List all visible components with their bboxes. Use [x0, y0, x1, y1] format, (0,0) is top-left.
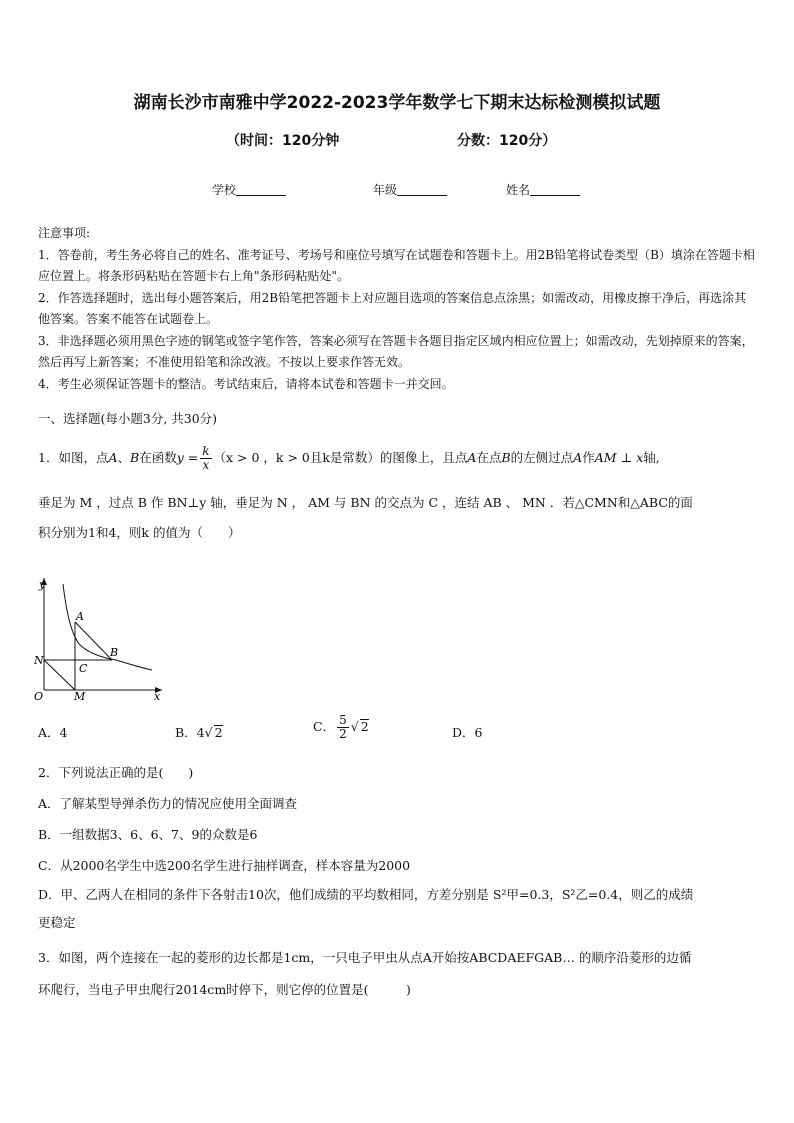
name-field[interactable] [506, 181, 580, 198]
exam-time: （时间：120分钟 [226, 133, 340, 149]
q3-line-2: 环爬行，当电子甲虫爬行2014cm时停下，则它停的位置是( ) [38, 982, 411, 997]
section-heading-choice: 一、选择题(每小题3分, 共30分) [38, 411, 218, 426]
label-B: B [110, 646, 119, 659]
name-label: 姓名 [506, 183, 531, 197]
notice-section [38, 223, 758, 395]
q2-option-a[interactable]: A．了解某型导弹杀伤力的情况应使用全面调查 [38, 796, 298, 811]
exam-title: 湖南长沙市南雅中学2022-2023学年数学七下期末达标检测模拟试题 [133, 93, 661, 113]
q1-line-1: 1．如图，点A、B在函数y = $\frac{k}{x}$ （x > 0 ，k > 0且k是常数）的图像上，且点A在点B的左侧过点A作AM ⊥ x轴, [38, 444, 660, 472]
grade-blank[interactable] [397, 183, 447, 196]
notice-item-4: 4．考生必须保证答题卡的整洁。考试结束后，请将本试卷和答题卡一并交回。 [38, 376, 454, 391]
q1-figure [34, 572, 174, 702]
label-N: N [34, 654, 44, 667]
school-field[interactable] [212, 181, 286, 198]
q2-option-d[interactable]: D．甲、乙两人在相同的条件下各射击10次，他们成绩的平均数相同，方差分别是 S²甲=0.3，S²乙=0.4，则乙的成绩 更稳定 [38, 887, 694, 930]
q2-option-c[interactable]: C．从2000名学生中选200名学生进行抽样调查，样本容量为2000 [38, 858, 411, 873]
line-MN [44, 660, 75, 690]
label-O: O [34, 690, 44, 702]
hyperbola-curve [63, 584, 152, 670]
grade-label: 年级 [373, 183, 398, 197]
question-1 [38, 440, 758, 546]
q2-stem: 2．下列说法正确的是( ) [38, 765, 194, 780]
school-label: 学校 [212, 183, 237, 197]
q1-option-c[interactable]: C． $\frac{5}{2}$ √ 2 [313, 713, 369, 741]
school-blank[interactable] [236, 183, 286, 196]
q1-fraction: $\frac{k}{x}$ [202, 444, 210, 472]
label-C: C [79, 662, 88, 675]
q2-option-b[interactable]: B．一组数据3、6、6、7、9的众数是6 [38, 827, 258, 842]
q1-option-d[interactable]: D．6 [452, 725, 483, 740]
label-M: M [74, 690, 86, 702]
question-2 [38, 757, 758, 937]
notice-item-1: 1．答卷前，考生务必将自己的姓名、准考证号、考场号和座位号填写在试题卷和答题卡上。用2B铅笔将试卷类型（B）填涂在答题卡相应位置上。将条形码粘贴在答题卡右上角"条形码粘贴处"。 [38, 247, 755, 283]
question-3 [38, 942, 758, 1006]
label-A: A [76, 610, 84, 623]
exam-score: 分数：120分） [457, 133, 557, 149]
notice-heading: 注意事项: [38, 226, 91, 240]
line-AB [75, 622, 112, 660]
notice-item-2: 2．作答选择题时，选出每小题答案后，用2B铅笔把答题卡上对应题目选项的答案信息点涂黑；如需改动，用橡皮擦干净后，再选涂其他答案。答案不能答在试题卷上。 [38, 290, 747, 326]
name-blank[interactable] [530, 183, 580, 196]
q3-line-1: 3．如图，两个连接在一起的菱形的边长都是1cm，一只电子甲虫从点A开始按ABCDAEFGAB… 的顺序沿菱形的边循 [38, 950, 692, 965]
q1-option-b[interactable]: B．4√ 2 [175, 725, 223, 740]
notice-item-3: 3．非选择题必须用黑色字迹的钢笔或签字笔作答，答案必须写在答题卡各题目指定区域内相应位置上；如需改动，先划掉原来的答案，然后再写上新答案；不准使用铅笔和涂改液。不按以上要求作答无效。 [38, 333, 754, 369]
q1-line-3: 积分别为1和4，则k 的值为（ ） [38, 525, 241, 540]
label-x: x [154, 690, 161, 702]
q1-option-a[interactable]: A．4 [38, 725, 68, 740]
grade-field[interactable] [373, 181, 447, 198]
q1-line-2: 垂足为 M ，过点 B 作 BN⊥y 轴，垂足为 N ， AM 与 BN 的交点为 C ，连结 AB 、 MN ．若△CMN和△ABC的面 [38, 495, 693, 510]
q1-options [38, 713, 758, 744]
label-y: y [39, 578, 46, 591]
